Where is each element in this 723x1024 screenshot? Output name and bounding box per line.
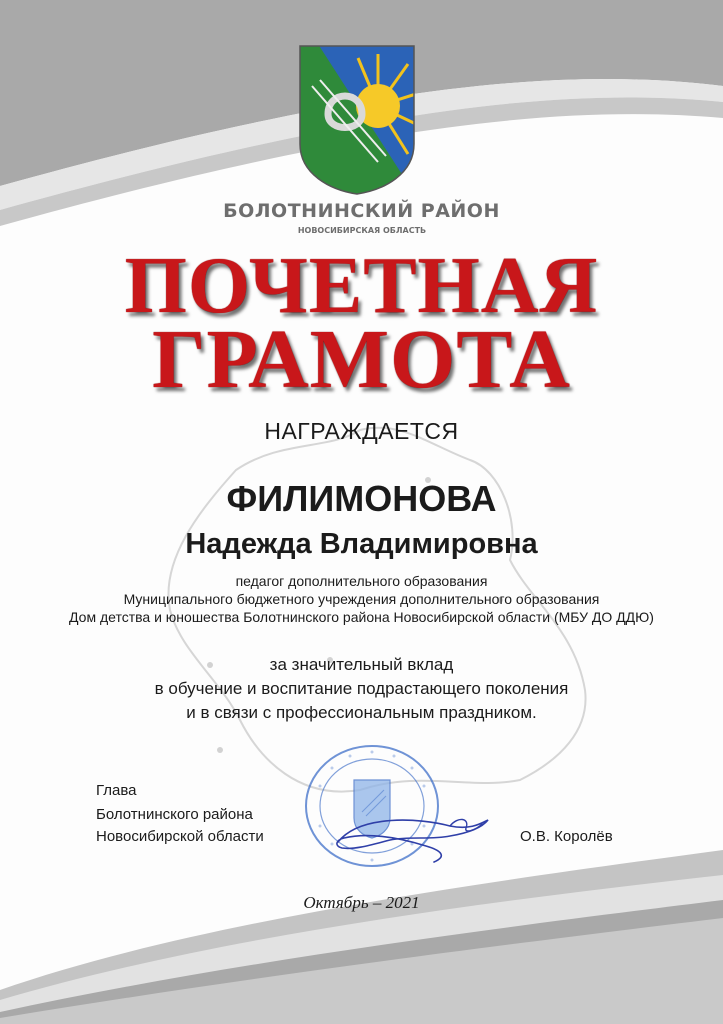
recipient-given-names: Надежда Владимировна	[185, 528, 538, 560]
title-line-2: ГРАМОТА	[152, 313, 571, 406]
recipient-position-line: Дом детства и юношества Болотнинского района Новосибирской области (МБУ ДО ДДЮ)	[69, 609, 654, 625]
coat-of-arms-emblem	[298, 44, 416, 196]
awarded-label: НАГРАЖДАЕТСЯ	[264, 418, 459, 444]
signatory-title-line: Глава	[96, 782, 137, 799]
district-name: БОЛОТНИНСКИЙ РАЙОН	[223, 200, 500, 222]
recipient-surname: ФИЛИМОНОВА	[226, 478, 497, 519]
award-reason-line: в обучение и воспитание подрастающего поколения	[154, 679, 569, 698]
recipient-position-line: Муниципального бюджетного учреждения дополнительного образования	[123, 591, 600, 607]
title-line-1: ПОЧЕТНАЯ	[124, 242, 599, 330]
handwritten-signature	[330, 806, 500, 868]
signatory-title-line: Новосибирской области	[96, 828, 264, 845]
region-name: НОВОСИБИРСКАЯ ОБЛАСТЬ	[297, 226, 427, 235]
recipient-position-line: педагог дополнительного образования	[235, 573, 488, 589]
issue-date: Октябрь – 2021	[303, 893, 420, 912]
award-reason-line: за значительный вклад	[269, 655, 454, 674]
signatory-name: О.В. Королёв	[520, 828, 613, 845]
signatory-title-line: Болотнинского района	[96, 806, 253, 823]
award-reason-line: и в связи с профессиональным праздником.	[186, 703, 537, 722]
